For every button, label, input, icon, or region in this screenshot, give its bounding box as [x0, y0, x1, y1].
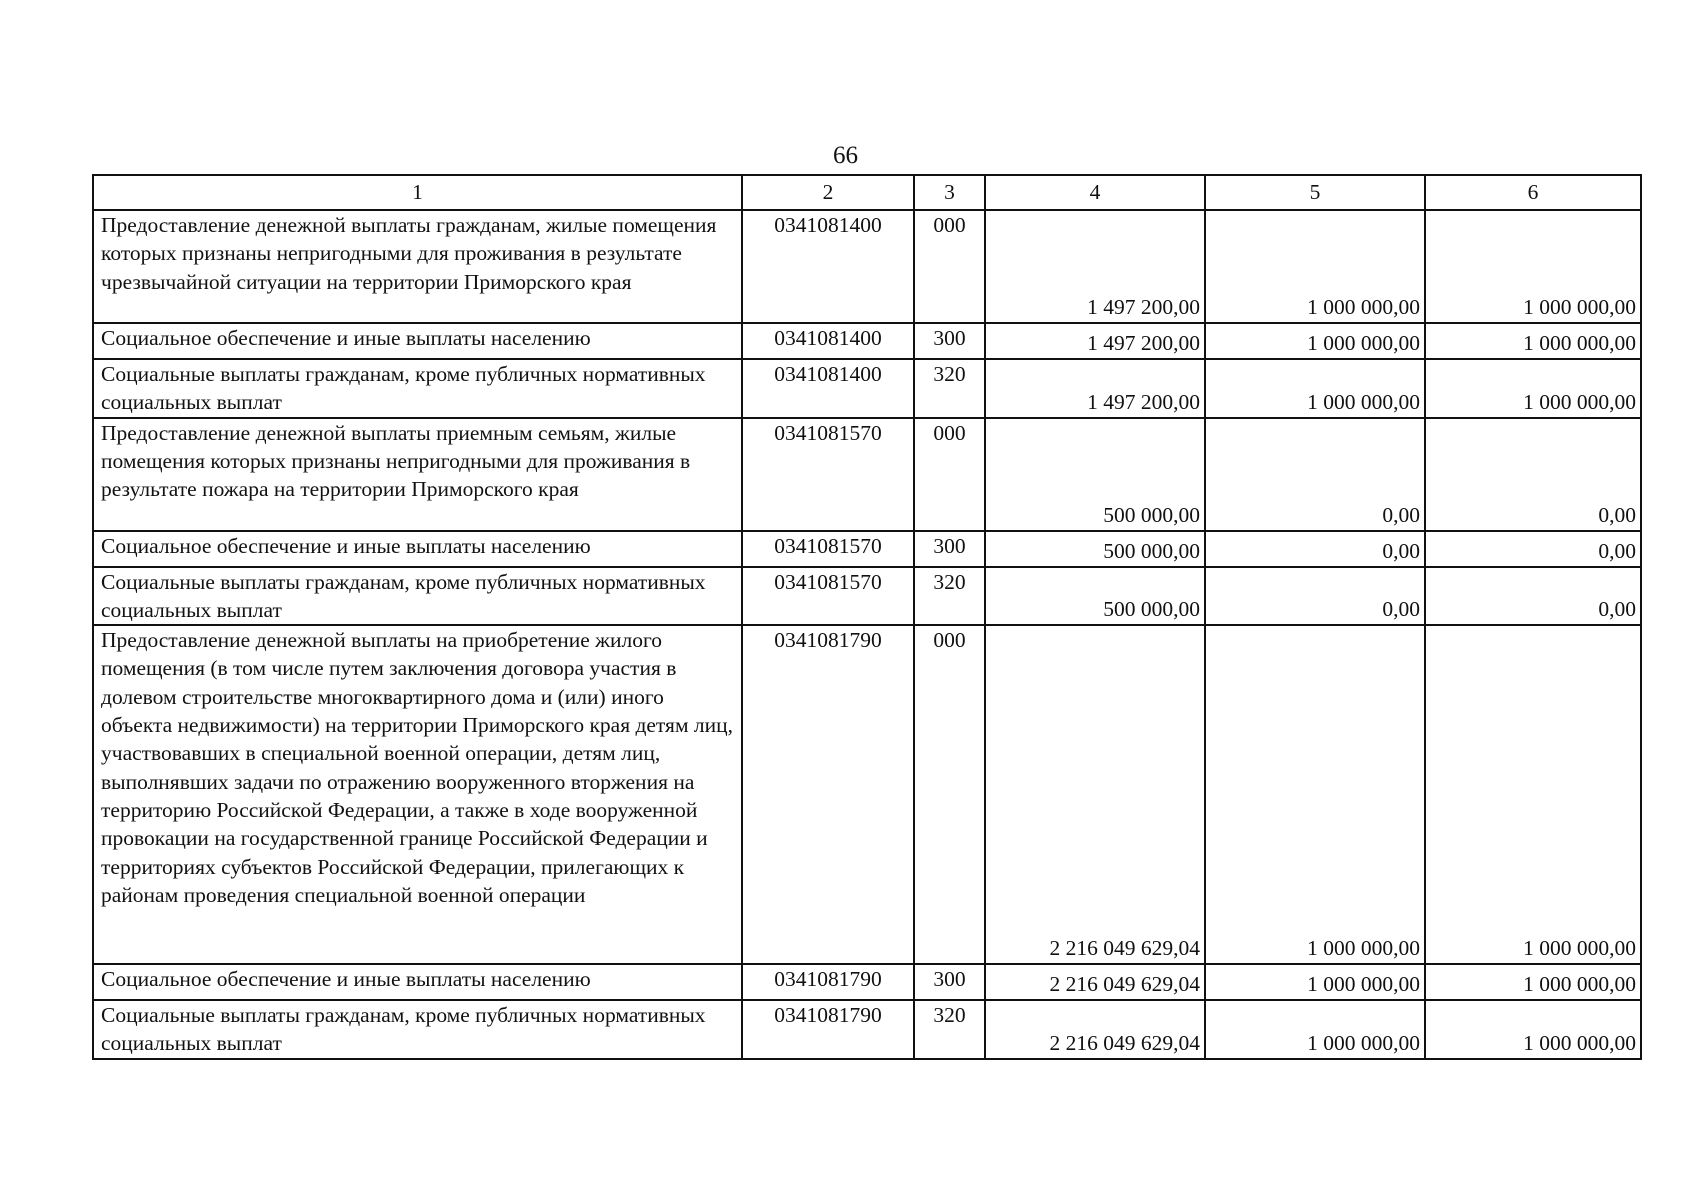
row-name: Предоставление денежной выплаты приемным семьям, жилые помещения которых признаны непригодными для проживания в результате пожара на территории Приморского края: [93, 418, 742, 531]
row-target-code: 0341081790: [742, 1000, 914, 1059]
row-amount-col4: 2 216 049 629,04: [985, 625, 1205, 964]
row-expense-type: 000: [914, 625, 985, 964]
row-amount-col6: 1 000 000,00: [1425, 1000, 1641, 1059]
row-expense-type: 300: [914, 531, 985, 567]
budget-table: [92, 174, 1642, 1060]
table-row: [93, 210, 1641, 323]
row-amount-col5: 0,00: [1205, 531, 1425, 567]
table-row: [93, 531, 1641, 567]
row-amount-col6: 0,00: [1425, 567, 1641, 626]
row-expense-type: 000: [914, 210, 985, 323]
table-row: [93, 964, 1641, 1000]
table-header-row: [93, 175, 1641, 210]
table-row: [93, 359, 1641, 418]
row-amount-col4: 2 216 049 629,04: [985, 964, 1205, 1000]
row-target-code: 0341081400: [742, 210, 914, 323]
row-target-code: 0341081570: [742, 531, 914, 567]
row-amount-col4: 2 216 049 629,04: [985, 1000, 1205, 1059]
table-row: [93, 323, 1641, 359]
row-amount-col4: 1 497 200,00: [985, 323, 1205, 359]
column-header: 4: [985, 175, 1205, 210]
column-header: 5: [1205, 175, 1425, 210]
row-name: Предоставление денежной выплаты гражданам, жилые помещения которых признаны непригодными для проживания в результате чрезвычайной ситуации на территории Приморского края: [93, 210, 742, 323]
row-expense-type: 320: [914, 1000, 985, 1059]
row-expense-type: 300: [914, 964, 985, 1000]
row-amount-col4: 500 000,00: [985, 567, 1205, 626]
row-amount-col6: 1 000 000,00: [1425, 625, 1641, 964]
row-name: Социальные выплаты гражданам, кроме публичных нормативных социальных выплат: [93, 359, 742, 418]
row-name: Социальные выплаты гражданам, кроме публичных нормативных социальных выплат: [93, 567, 742, 626]
row-amount-col4: 1 497 200,00: [985, 359, 1205, 418]
row-amount-col5: 1 000 000,00: [1205, 210, 1425, 323]
column-header: 3: [914, 175, 985, 210]
table-row: [93, 1000, 1641, 1059]
row-target-code: 0341081570: [742, 567, 914, 626]
row-expense-type: 320: [914, 359, 985, 418]
row-expense-type: 000: [914, 418, 985, 531]
row-amount-col6: 0,00: [1425, 418, 1641, 531]
page-number: 66: [833, 142, 858, 169]
row-amount-col6: 1 000 000,00: [1425, 964, 1641, 1000]
row-amount-col5: 1 000 000,00: [1205, 625, 1425, 964]
row-amount-col5: 1 000 000,00: [1205, 323, 1425, 359]
row-name: Социальное обеспечение и иные выплаты населению: [93, 964, 742, 1000]
row-expense-type: 300: [914, 323, 985, 359]
row-target-code: 0341081790: [742, 964, 914, 1000]
table-row: [93, 567, 1641, 626]
column-header: 2: [742, 175, 914, 210]
row-amount-col6: 1 000 000,00: [1425, 323, 1641, 359]
table-row: [93, 625, 1641, 964]
column-header: 6: [1425, 175, 1641, 210]
row-amount-col6: 0,00: [1425, 531, 1641, 567]
row-name: Социальное обеспечение и иные выплаты населению: [93, 323, 742, 359]
row-amount-col6: 1 000 000,00: [1425, 359, 1641, 418]
row-target-code: 0341081400: [742, 323, 914, 359]
row-amount-col5: 0,00: [1205, 567, 1425, 626]
column-header: 1: [93, 175, 742, 210]
row-name: Социальное обеспечение и иные выплаты населению: [93, 531, 742, 567]
row-target-code: 0341081790: [742, 625, 914, 964]
row-amount-col4: 1 497 200,00: [985, 210, 1205, 323]
row-amount-col4: 500 000,00: [985, 531, 1205, 567]
row-target-code: 0341081570: [742, 418, 914, 531]
row-name: Предоставление денежной выплаты на приобретение жилого помещения (в том числе путем заключения договора участия в долевом строительстве многоквартирного дома и (или) иного объекта недвижимости) на территории Приморского края детям лиц, участвовавших в специальной военной операции, детям лиц, выполнявших задачи по отражению вооруженного вторжения на территорию Российской Федерации, а также в ходе вооруженной провокации на государственной границе Российской Федерации и территориях субъектов Российской Федерации, прилегающих к районам проведения специальной военной операции: [93, 625, 742, 964]
row-amount-col5: 0,00: [1205, 418, 1425, 531]
row-amount-col5: 1 000 000,00: [1205, 359, 1425, 418]
row-expense-type: 320: [914, 567, 985, 626]
row-amount-col5: 1 000 000,00: [1205, 964, 1425, 1000]
row-target-code: 0341081400: [742, 359, 914, 418]
table-row: [93, 418, 1641, 531]
row-amount-col4: 500 000,00: [985, 418, 1205, 531]
row-amount-col6: 1 000 000,00: [1425, 210, 1641, 323]
row-name: Социальные выплаты гражданам, кроме публичных нормативных социальных выплат: [93, 1000, 742, 1059]
row-amount-col5: 1 000 000,00: [1205, 1000, 1425, 1059]
